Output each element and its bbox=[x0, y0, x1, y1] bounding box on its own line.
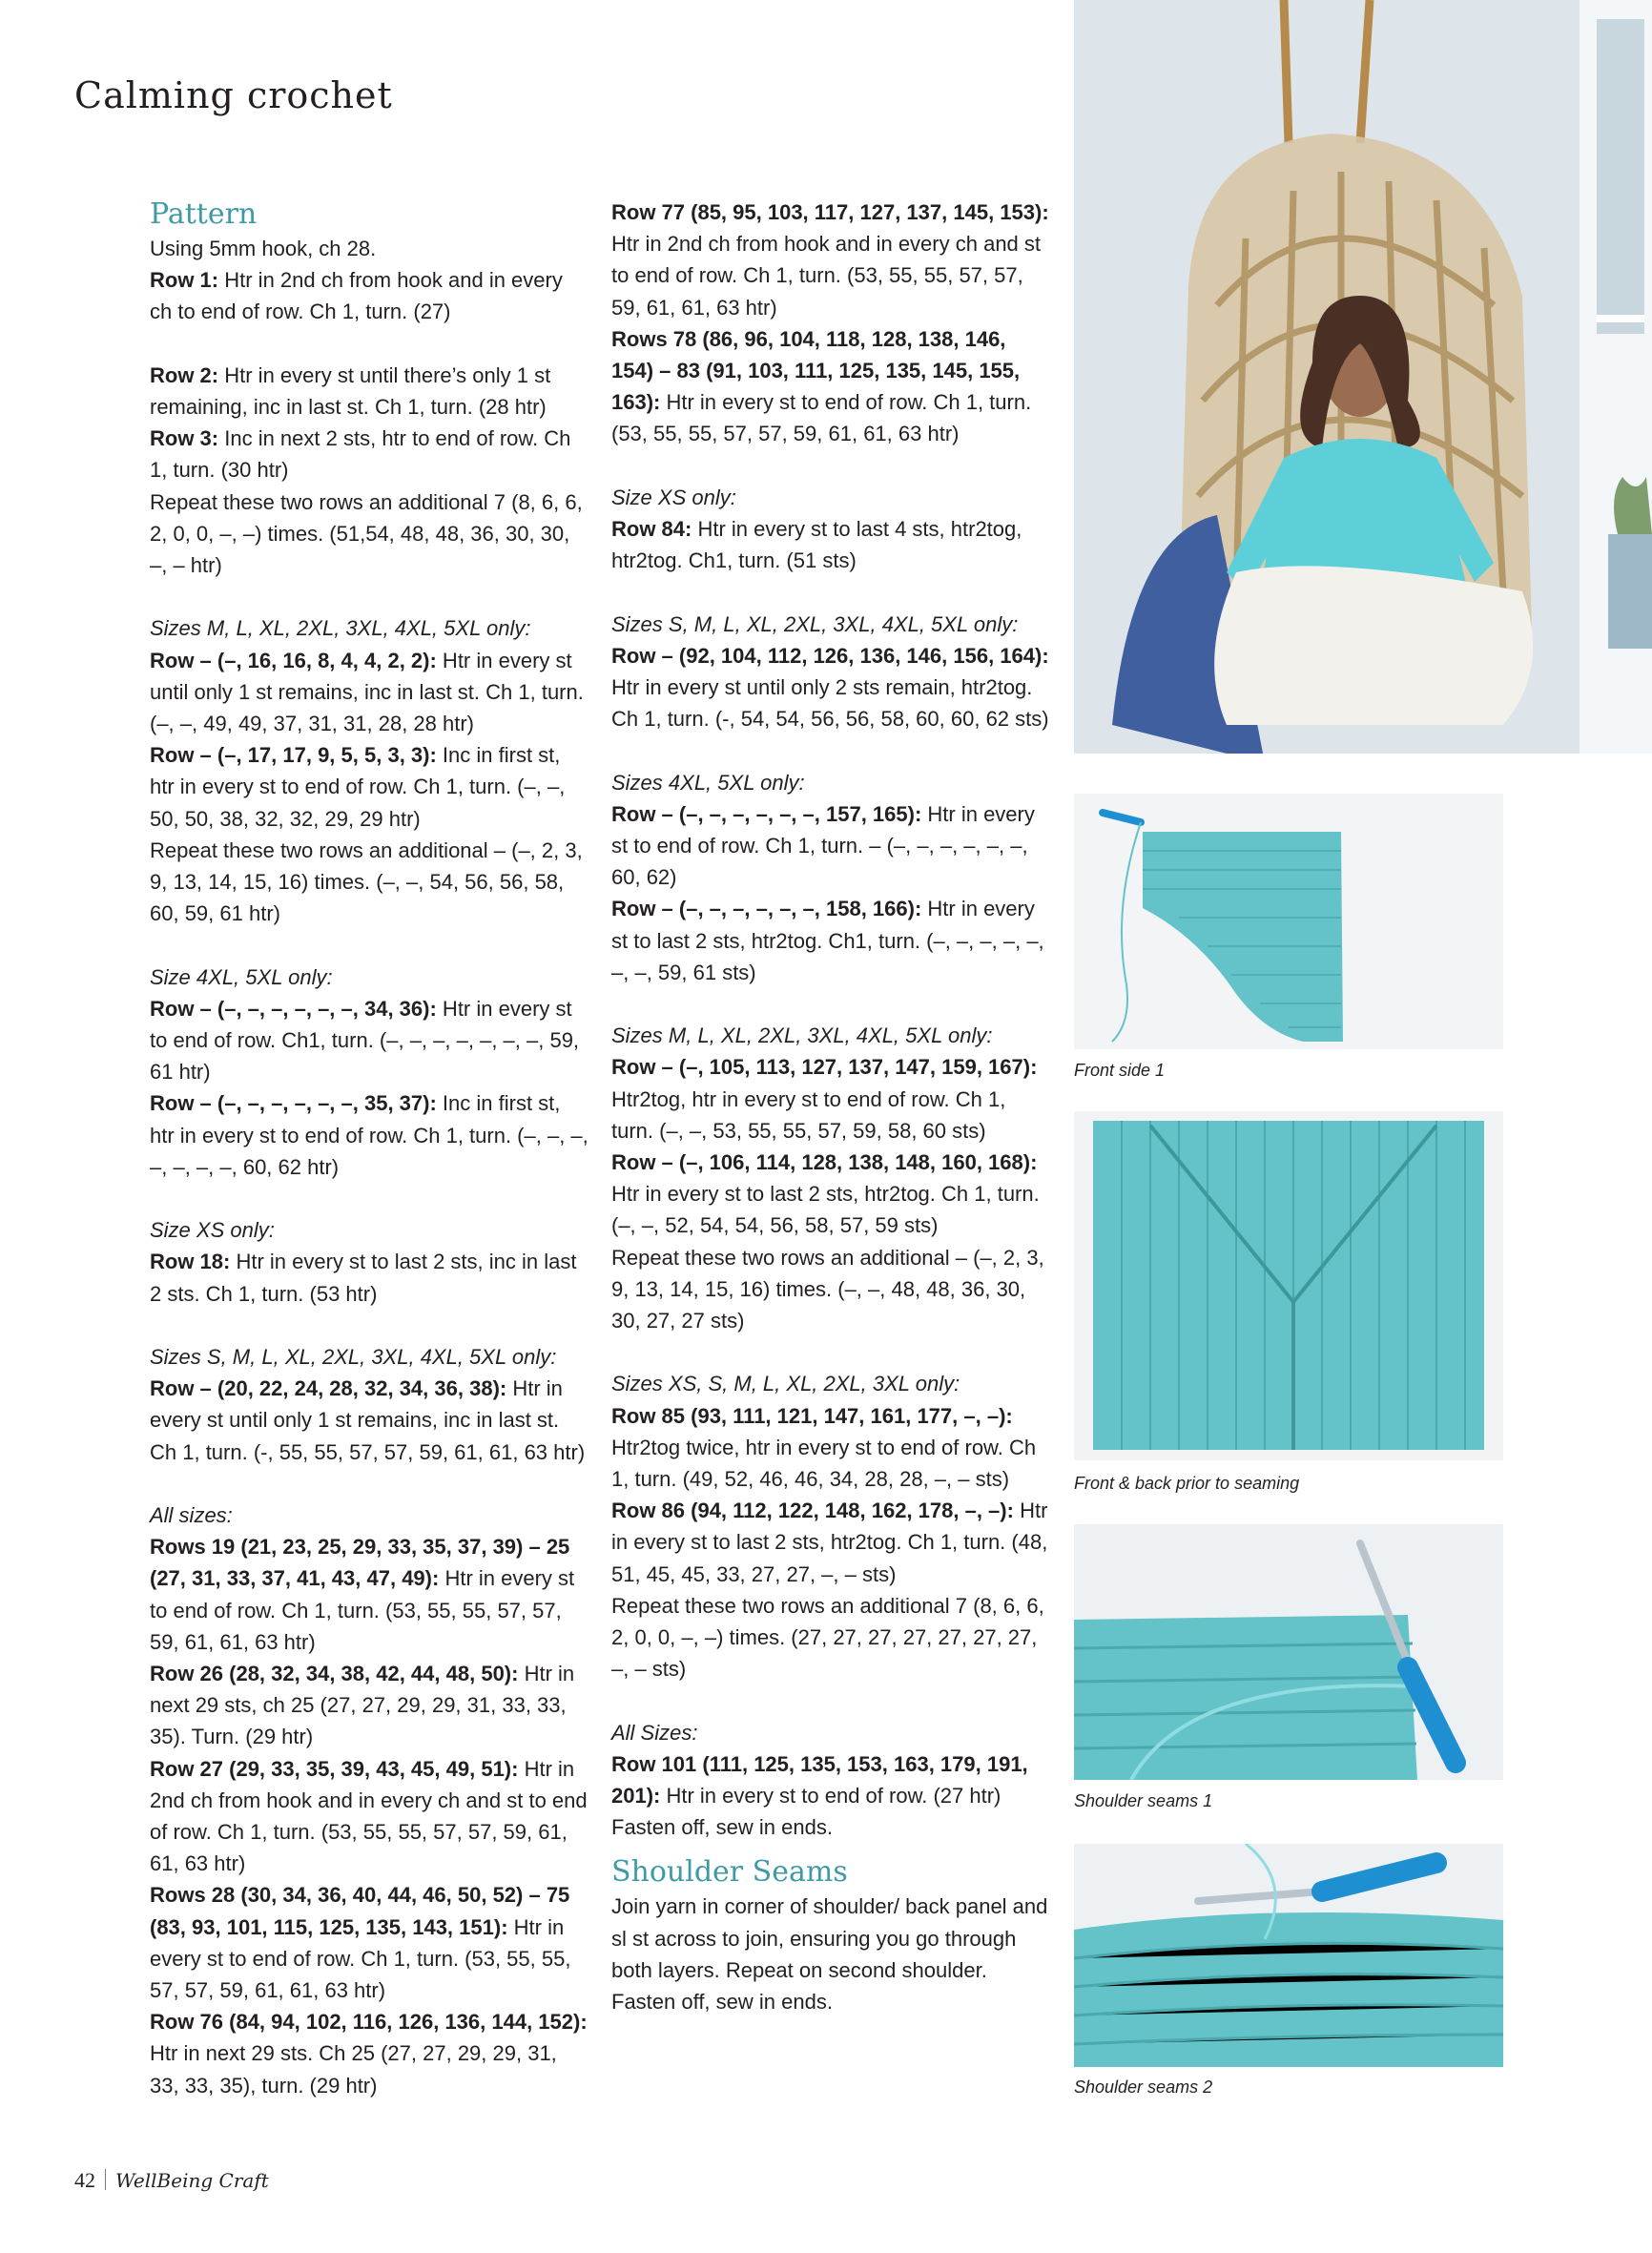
instruction-row: Row 1: Htr in 2nd ch from hook and in every ch to end of row. Ch 1, turn. (27) bbox=[150, 268, 563, 324]
size-note: Size XS only: bbox=[611, 485, 736, 509]
instruction: Repeat these two rows an additional 7 (8, 6, 6, 2, 0, 0, –, –) times. (51,54, 48, 48, 36, 30, 30, –, – htr) bbox=[150, 489, 583, 578]
instruction-row: Row – (20, 22, 24, 28, 32, 34, 36, 38): Htr in every st until only 1 st remains, inc in last st. Ch 1, turn. (-, 55, 55, 57, 57, 59, 61, 61, 63 htr) bbox=[150, 1376, 586, 1464]
size-note: Sizes S, M, L, XL, 2XL, 3XL, 4XL, 5XL only: bbox=[150, 1345, 557, 1370]
shoulder-seams-heading: Shoulder Seams bbox=[611, 1855, 848, 1890]
front-back-photo bbox=[1074, 1111, 1503, 1460]
instruction-row: Row 101 (111, 125, 135, 153, 163, 179, 191, 201): Htr in every st to end of row. (27 htr) bbox=[611, 1751, 1028, 1809]
instruction: Repeat these two rows an additional – (–, 2, 3, 9, 13, 14, 15, 16) times. (–, –, 54, 56, 56, 58, 60, 59, 61 htr) bbox=[150, 837, 583, 926]
instruction-row: Row 86 (94, 112, 122, 148, 162, 178, –, –): Htr in every st to last 2 sts, htr2tog. Ch 1, turn. (48, 51, 45, 45, 33, 27, 27, –, – sts) bbox=[611, 1499, 1048, 1586]
instruction-row: Rows 28 (30, 34, 36, 40, 44, 46, 50, 52) – 75 (83, 93, 101, 115, 125, 135, 143, 151): Htr in every st to end of row. Ch 1, turn. (53, 55, 55, 57, 57, 59, 61, 61, 63 htr) bbox=[150, 1883, 571, 2003]
caption-front-back: Front & back prior to seaming bbox=[1074, 1474, 1300, 1493]
instruction: Using 5mm hook, ch 28. bbox=[150, 237, 377, 260]
caption-shoulder-seams-1: Shoulder seams 1 bbox=[1074, 1791, 1213, 1810]
instruction-row: Row – (–, 105, 113, 127, 137, 147, 159, 167): Htr2tog, htr in every st to end of row. Ch 1, turn. (–, –, 53, 55, 55, 57, 59, 58, 60 sts) bbox=[611, 1055, 1038, 1143]
instruction-row: Row – (92, 104, 112, 126, 136, 146, 156, 164): Htr in every st until only 2 sts remain, htr2tog. Ch 1, turn. (-, 54, 54, 56, 56, 58, 60, 60, 62 sts) bbox=[611, 643, 1049, 732]
instruction-row: Row 18: Htr in every st to last 2 sts, inc in last 2 sts. Ch 1, turn. (53 htr) bbox=[150, 1250, 577, 1306]
instruction-row: Row – (–, 16, 16, 8, 4, 4, 2, 2): Htr in every st until only 1 st remains, inc in last st. Ch 1, turn. (–, –, 49, 49, 37, 31, 31, 28, 28 htr) bbox=[150, 648, 584, 736]
instruction-row: Row 26 (28, 32, 34, 38, 42, 44, 48, 50): Htr in next 29 sts, ch 25 (27, 27, 29, 29, 31, 33, 33, 35). Turn. (29 htr) bbox=[150, 1662, 575, 1749]
front-side-1-illustration bbox=[1074, 794, 1503, 1049]
front-side-1-photo bbox=[1074, 794, 1503, 1049]
size-note: Size 4XL, 5XL only: bbox=[150, 964, 333, 989]
instruction-row: Row – (–, –, –, –, –, –, 34, 36): Htr in every st to end of row. Ch1, turn. (–, –, –, –, –, –, –, 59, 61 htr) bbox=[150, 996, 580, 1085]
instruction-row: Row 84: Htr in every st to last 4 sts, htr2tog, htr2tog. Ch1, turn. (51 sts) bbox=[611, 517, 1022, 573]
instruction-row: Row 85 (93, 111, 121, 147, 161, 177, –, –): Htr2tog twice, htr in every st to end of row. Ch 1, turn. (49, 52, 46, 46, 34, 28, 28, –, – sts) bbox=[611, 1403, 1037, 1492]
front-back-illustration bbox=[1074, 1111, 1503, 1460]
size-note: Sizes M, L, XL, 2XL, 3XL, 4XL, 5XL only: bbox=[150, 616, 531, 641]
footer-divider bbox=[105, 2169, 106, 2190]
hero-photo bbox=[1074, 0, 1652, 763]
instruction: Fasten off, sew in ends. bbox=[611, 1815, 833, 1840]
instruction-row: Row 27 (29, 33, 35, 39, 43, 45, 49, 51): Htr in 2nd ch from hook and in every ch and st to end of row. Ch 1, turn. (53, 55, 55, 57, 57, 59, 61, 61, 63 htr) bbox=[150, 1756, 588, 1876]
pattern-column-1 bbox=[150, 196, 589, 2101]
size-note: Sizes XS, S, M, L, XL, 2XL, 3XL only: bbox=[611, 1372, 960, 1396]
instruction: Fasten off, sew in ends. bbox=[611, 1990, 833, 2015]
instruction-row: Row 3: Inc in next 2 sts, htr to end of row. Ch 1, turn. (30 htr) bbox=[150, 426, 571, 483]
instruction-row: Row – (–, 17, 17, 9, 5, 5, 3, 3): Inc in first st, htr in every st to end of row. Ch 1, turn. (–, –, 50, 50, 38, 32, 32, 29, 29 htr) bbox=[150, 743, 566, 831]
instruction-row: Row 2: Htr in every st until there’s only 1 st remaining, inc in last st. Ch 1, turn. (28 htr) bbox=[150, 362, 551, 419]
shoulder-seams-2-photo bbox=[1074, 1844, 1503, 2067]
shoulder-seams-1-illustration bbox=[1074, 1524, 1503, 1780]
size-note: Sizes 4XL, 5XL only: bbox=[611, 770, 805, 795]
instruction: Join yarn in corner of shoulder/ back panel and sl st across to join, ensuring you go through both layers. Repeat on second shoulder. bbox=[611, 1894, 1048, 1982]
pattern-heading: Pattern bbox=[150, 197, 258, 231]
caption-front-side-1: Front side 1 bbox=[1074, 1061, 1166, 1080]
instruction-row: Row 76 (84, 94, 102, 116, 126, 136, 144, 152): Htr in next 29 sts. Ch 25 (27, 27, 29, 29, 31, 33, 33, 35), turn. (29 htr) bbox=[150, 2010, 588, 2098]
instruction-row: Row – (–, –, –, –, –, –, 158, 166): Htr in every st to last 2 sts, htr2tog. Ch1, turn. (–, –, –, –, –, –, –, 59, 61 sts) bbox=[611, 897, 1044, 984]
size-note: Sizes M, L, XL, 2XL, 3XL, 4XL, 5XL only: bbox=[611, 1023, 993, 1048]
instruction: Repeat these two rows an additional – (–, 2, 3, 9, 13, 14, 15, 16) times. (–, –, 48, 48, 36, 30, 30, 27, 27 sts) bbox=[611, 1245, 1044, 1333]
caption-shoulder-seams-2: Shoulder seams 2 bbox=[1074, 2077, 1213, 2097]
instruction-row: Rows 78 (86, 96, 104, 118, 128, 138, 146, 154) – 83 (91, 103, 111, 125, 135, 145, 155, 163): Htr in every st to end of row. Ch 1, turn. (53, 55, 55, 57, 57, 59, 61, 61, 63 htr) bbox=[611, 326, 1032, 446]
size-note: Sizes S, M, L, XL, 2XL, 3XL, 4XL, 5XL only: bbox=[611, 611, 1019, 636]
page-number: 42 bbox=[74, 2168, 95, 2192]
shoulder-seams-1-photo bbox=[1074, 1524, 1503, 1780]
instruction: Repeat these two rows an additional 7 (8, 6, 6, 2, 0, 0, –, –) times. (27, 27, 27, 27, 27, 27, 27, –, – sts) bbox=[611, 1593, 1044, 1682]
pattern-column-2 bbox=[611, 196, 1050, 2017]
page-footer bbox=[74, 2168, 269, 2193]
instruction-row: Row – (–, 106, 114, 128, 138, 148, 160, 168): Htr in every st to last 2 sts, htr2tog. Ch 1, turn. (–, –, 52, 54, 54, 56, 58, 57, 59 sts) bbox=[611, 1150, 1040, 1238]
shoulder-seams-2-illustration bbox=[1074, 1844, 1503, 2067]
size-note: Size XS only: bbox=[150, 1218, 275, 1243]
hero-illustration bbox=[1074, 0, 1652, 763]
magazine-name: WellBeing Craft bbox=[115, 2169, 269, 2192]
instruction-row: Row 77 (85, 95, 103, 117, 127, 137, 145, 153): Htr in 2nd ch from hook and in every ch and st to end of row. Ch 1, turn. (53, 55, 55, 57, 57, 59, 61, 61, 63 htr) bbox=[611, 200, 1049, 320]
size-note: All sizes: bbox=[150, 1503, 233, 1528]
instruction-row: Row – (–, –, –, –, –, –, 157, 165): Htr in every st to end of row. Ch 1, turn. – (–, –, –, –, –, –, 60, 62) bbox=[611, 801, 1035, 890]
instruction-row: Row – (–, –, –, –, –, –, 35, 37): Inc in first st, htr in every st to end of row. Ch 1, turn. (–, –, –, –, –, –, –, 60, 62 htr) bbox=[150, 1091, 589, 1179]
instruction-row: Rows 19 (21, 23, 25, 29, 33, 35, 37, 39) – 25 (27, 31, 33, 37, 41, 43, 47, 49): Htr in every st to end of row. Ch 1, turn. (53, 55, 55, 57, 57, 59, 61, 61, 63 htr) bbox=[150, 1535, 575, 1654]
size-note: All Sizes: bbox=[611, 1720, 698, 1745]
page-title: Calming crochet bbox=[74, 74, 393, 116]
